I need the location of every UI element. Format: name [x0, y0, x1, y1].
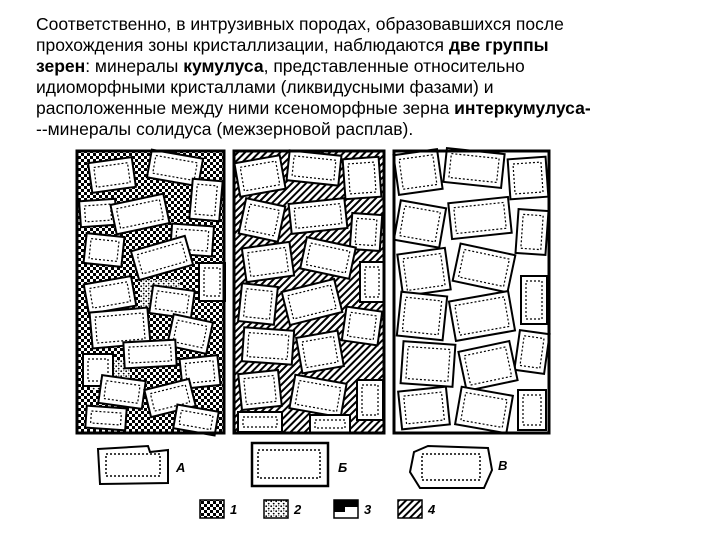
crystal-grain — [397, 292, 447, 341]
crystal-grain — [401, 341, 456, 387]
crystal-grain — [360, 262, 384, 302]
crystal-grain — [393, 149, 442, 195]
crystal-grain — [238, 412, 282, 432]
crystal-grain — [296, 331, 344, 374]
legend-item-1 — [200, 500, 237, 518]
crystal-grain — [85, 406, 126, 431]
crystal-grain — [238, 283, 278, 325]
legend-item-3 — [334, 500, 372, 518]
text-line-3: зерен: минералы кумулуса, представленные относительно — [36, 56, 525, 76]
crystal-grain — [514, 330, 549, 374]
text-line-5: расположенные между ними ксеноморфные зерна интеркумулуса- — [36, 98, 591, 118]
crystal-grain — [342, 307, 382, 346]
crystal-grain — [238, 370, 282, 410]
crystal-grain — [443, 148, 504, 188]
legend — [200, 500, 436, 518]
crystal-grain — [88, 157, 136, 193]
text-line-2: прохождения зоны кристаллизации, наблюдаются две группы — [36, 35, 549, 55]
panel-b — [234, 150, 384, 433]
grain-example-a — [98, 446, 185, 484]
crystal-grain — [455, 387, 513, 433]
grain-example-b — [252, 443, 347, 486]
crystal-grain — [98, 375, 145, 409]
crystal-grain — [242, 242, 294, 282]
crystal-grain — [343, 157, 382, 199]
crystal-grain — [310, 415, 350, 433]
panel-c — [393, 148, 549, 433]
crystal-grain — [518, 390, 546, 430]
crystal-grain — [84, 233, 125, 267]
crystal-grain — [398, 387, 450, 430]
legend-item-2 — [264, 500, 302, 518]
crystal-grain — [189, 179, 222, 221]
legend-item-4 — [398, 500, 436, 518]
crystal-grain — [448, 197, 511, 239]
crystal-grain — [287, 150, 342, 185]
label-a: А — [176, 460, 186, 475]
crystal-grain — [508, 157, 549, 200]
legend-number-2: 2 — [294, 502, 302, 517]
label-b: Б — [338, 460, 348, 475]
grain-example-c — [410, 446, 507, 488]
crystal-grain — [516, 209, 549, 255]
text-line-1: Соответственно, в интрузивных породах, образовавшихся после — [36, 14, 564, 34]
crystal-grain — [239, 198, 286, 242]
crystal-grain — [149, 285, 194, 319]
legend-number-1: 1 — [230, 502, 238, 517]
crystal-grain — [350, 213, 382, 251]
crystal-grain — [199, 263, 225, 301]
text-line-4: идиоморфными кристаллами (ликвидусными фазами) и — [36, 77, 494, 97]
panel-a — [77, 150, 225, 436]
crystal-grain — [394, 200, 446, 247]
text-line-6: --минералы солидуса (межзерновой расплав). — [36, 119, 414, 139]
crystal-grain — [397, 248, 450, 296]
crystal-grain — [234, 155, 285, 196]
crystal-grain — [521, 276, 547, 324]
crystal-grain — [289, 198, 348, 234]
legend-number-3: 3 — [364, 502, 372, 517]
crystal-grain — [242, 327, 294, 364]
legend-number-4: 4 — [428, 502, 436, 517]
crystal-grain — [357, 380, 383, 420]
label-c: В — [498, 458, 508, 473]
crystal-grain — [123, 340, 176, 369]
